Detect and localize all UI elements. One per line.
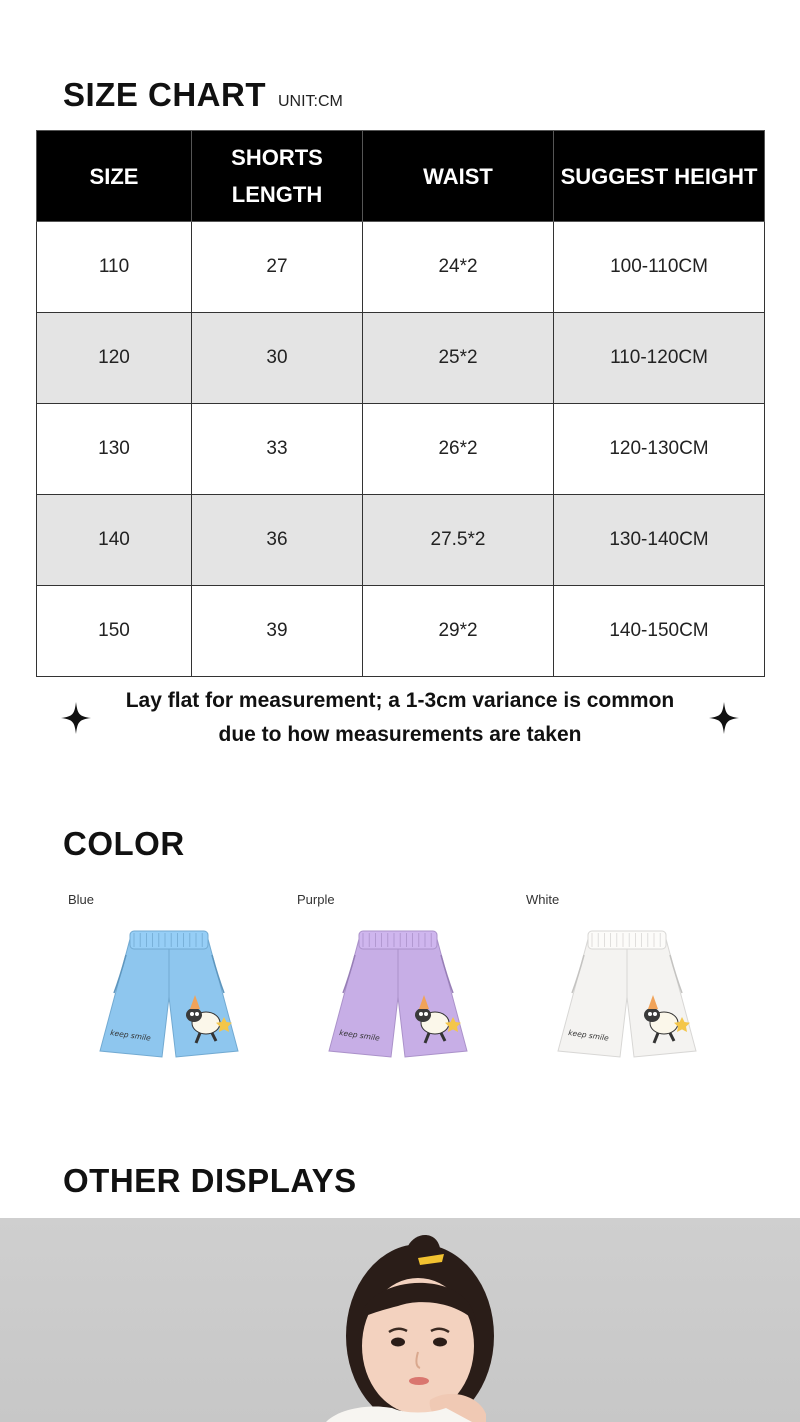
color-label-purple: Purple	[297, 892, 335, 907]
size-chart-title	[63, 76, 343, 114]
cell-height: 100-110CM	[554, 222, 765, 313]
cell-size: 120	[37, 313, 192, 404]
cell-waist: 25*2	[363, 313, 554, 404]
other-displays-title: OTHER DISPLAYS	[63, 1162, 357, 1199]
cell-size: 130	[37, 404, 192, 495]
header-waist-text: WAIST	[423, 163, 493, 189]
table-row	[37, 495, 765, 586]
cell-length: 39	[192, 586, 363, 677]
cell-height: 110-120CM	[554, 313, 765, 404]
header-length-text: LENGTH	[231, 182, 323, 207]
size-table-header-row	[37, 131, 765, 222]
measurement-note	[0, 684, 800, 752]
cell-waist: 24*2	[363, 222, 554, 313]
unit-label: UNIT:CM	[278, 93, 343, 110]
cell-length: 30	[192, 313, 363, 404]
header-suggest-height	[554, 131, 765, 222]
table-row	[37, 313, 765, 404]
cell-length: 27	[192, 222, 363, 313]
header-size-text: SIZE	[89, 163, 139, 189]
note-line-1: Lay flat for measurement; a 1-3cm variance is common	[125, 689, 675, 712]
color-label-white: White	[526, 892, 560, 907]
header-size	[37, 131, 192, 222]
shorts-print-text: keep smile	[109, 1028, 152, 1043]
cell-size: 150	[37, 586, 192, 677]
cell-waist: 29*2	[363, 586, 554, 677]
cell-height: 130-140CM	[554, 495, 765, 586]
shorts-print-text: keep smile	[338, 1028, 381, 1043]
shorts-image-purple[interactable]	[325, 925, 471, 1065]
shorts-print-text: keep smile	[567, 1028, 610, 1043]
header-height-text: SUGGEST HEIGHT	[560, 163, 758, 189]
size-table	[36, 130, 765, 677]
table-row	[37, 586, 765, 677]
girl-model-illustration	[0, 1218, 800, 1422]
cell-height: 140-150CM	[554, 586, 765, 677]
shorts-image-blue[interactable]	[96, 925, 242, 1065]
table-row	[37, 222, 765, 313]
cell-size: 110	[37, 222, 192, 313]
cell-waist: 26*2	[363, 404, 554, 495]
note-line-2: due to how measurements are taken	[218, 723, 582, 746]
cell-length: 33	[192, 404, 363, 495]
cell-waist: 27.5*2	[363, 495, 554, 586]
cell-length: 36	[192, 495, 363, 586]
cell-size: 140	[37, 495, 192, 586]
header-waist	[363, 131, 554, 222]
color-section-title: COLOR	[63, 825, 185, 862]
color-label-blue: Blue	[68, 892, 95, 907]
size-chart-title-text: SIZE CHART	[63, 76, 266, 113]
header-shorts-length	[192, 131, 363, 222]
model-photo	[0, 1218, 800, 1422]
header-shorts-text: SHORTS	[231, 145, 323, 170]
shorts-image-white[interactable]	[554, 925, 700, 1065]
cell-height: 120-130CM	[554, 404, 765, 495]
table-row	[37, 404, 765, 495]
